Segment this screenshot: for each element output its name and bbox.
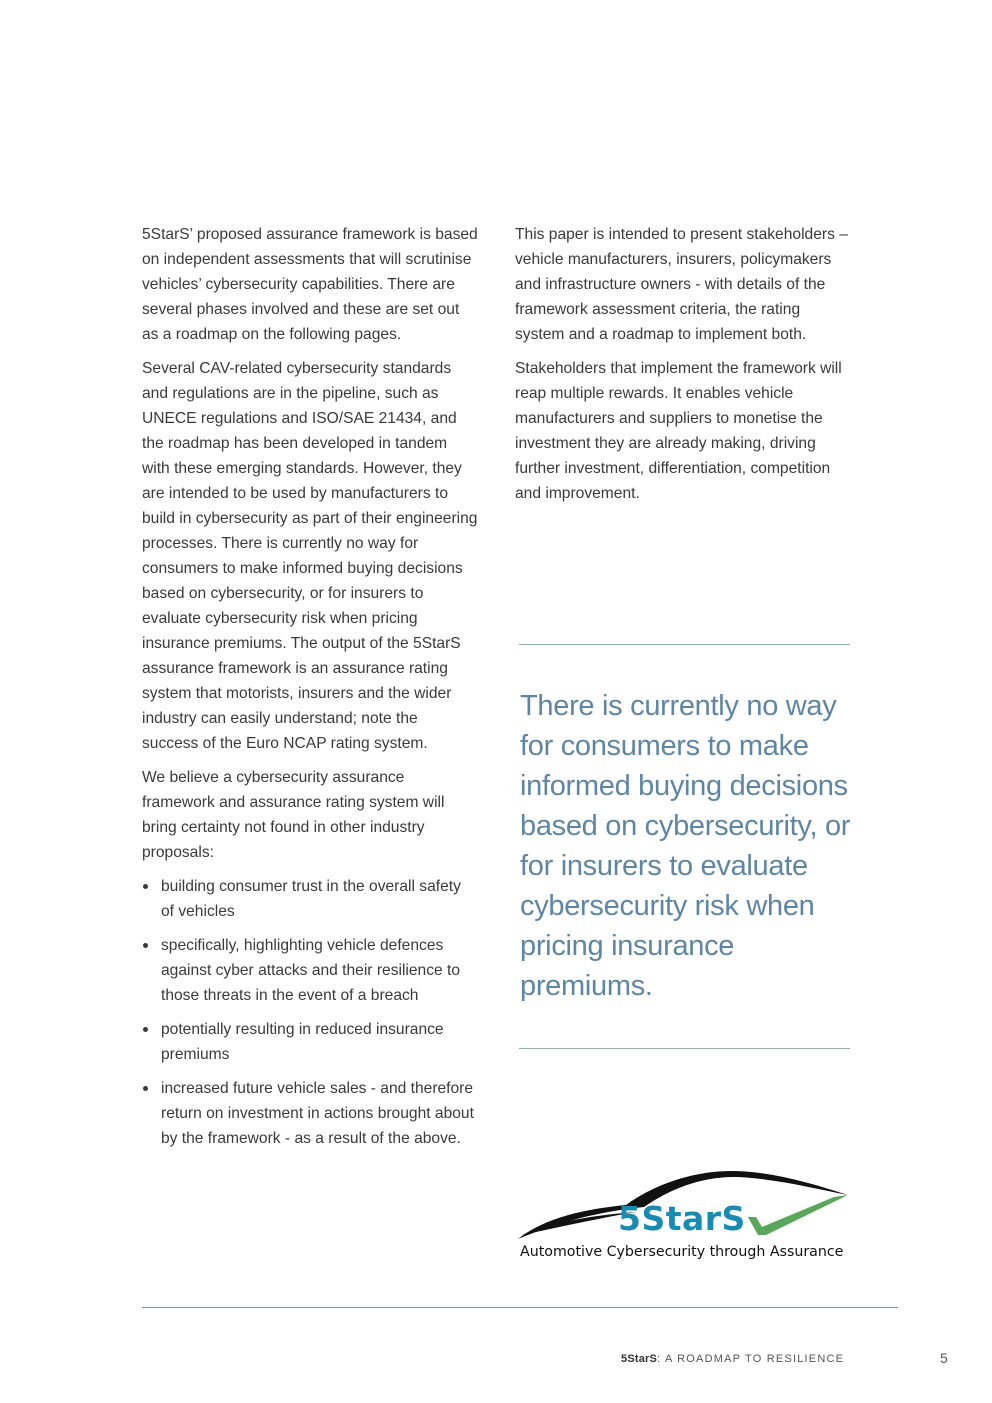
paragraph-framework-intro: 5StarS’ proposed assurance framework is based on independent assessments that will scrutinise vehicles’ cybersecurity capabilities. There are several phases involved and these are set out as a roadmap on the following pages. [142,226,478,343]
paragraph-stakeholder-rewards: Stakeholders that implement the framework will reap multiple rewards. It enables vehicle manufacturers and suppliers to monetise the investment they are already making, driving further investment, differentiation, competition and improvement. [515,360,842,502]
list-item [142,874,478,924]
bullet-icon [143,884,148,889]
footer-title-text: : A ROADMAP TO RESILIENCE [657,1353,845,1365]
paragraph-beliefs: We believe a cybersecurity assurance framework and assurance rating system will bring certainty not found in other industry proposals: [142,769,445,861]
footer-rule [142,1307,898,1308]
list-item [142,1017,478,1067]
list-item-text: specifically, highlighting vehicle defences against cyber attacks and their resilience to those threats in the event of a breach [161,937,461,1004]
list-item-text: potentially resulting in reduced insurance premiums [161,1021,444,1063]
logo-tagline: Automotive Cybersecurity through Assurance [520,1244,844,1260]
logo-wordmark: 5StarS [618,1199,746,1238]
paragraph-paper-purpose: This paper is intended to present stakeholders – vehicle manufacturers, insurers, policymakers and infrastructure owners - with details of the framework assessment criteria, the rating system and a roadmap to implement both. [515,226,848,343]
list-item [142,1076,478,1151]
footer-title [621,1352,844,1366]
pull-quote-top-rule [519,644,850,645]
5stars-logo [516,1165,856,1265]
right-column [515,222,851,515]
list-item-text: building consumer trust in the overall safety of vehicles [161,878,461,920]
paragraph-standards: Several CAV-related cybersecurity standards and regulations are in the pipeline, such as UNECE regulations and ISO/SAE 21434, and the roadmap has been developed in tandem with these emerging standards. However, they are intended to be used by manufacturers to build in cybersecurity as part of their engineering processes. There is currently no way for consumers to make informed buying decisions based on cybersecurity, or for insurers to evaluate cybersecurity risk when pricing insurance premiums. The output of the 5StarS assurance framework is an assurance rating system that motorists, insurers and the wider industry can easily understand; note the success of the Euro NCAP rating system. [142,360,478,752]
list-item-text: increased future vehicle sales - and therefore return on investment in actions brought about by the framework - as a result of the above. [161,1080,474,1147]
page-number: 5 [940,1350,948,1366]
bullet-icon [143,1027,148,1032]
bullet-icon [143,1086,148,1091]
footer-brand: 5StarS [621,1353,658,1365]
check-mark-icon [748,1195,848,1235]
left-column [142,222,478,1160]
list-item [142,933,478,1008]
pull-quote: There is currently no way for consumers to make informed buying decisions based on cybersecurity, or for insurers to evaluate cybersecurity risk when pricing insurance premiums. [520,690,851,1002]
pull-quote-bottom-rule [519,1048,850,1049]
benefits-list [142,874,478,1151]
bullet-icon [143,943,148,948]
